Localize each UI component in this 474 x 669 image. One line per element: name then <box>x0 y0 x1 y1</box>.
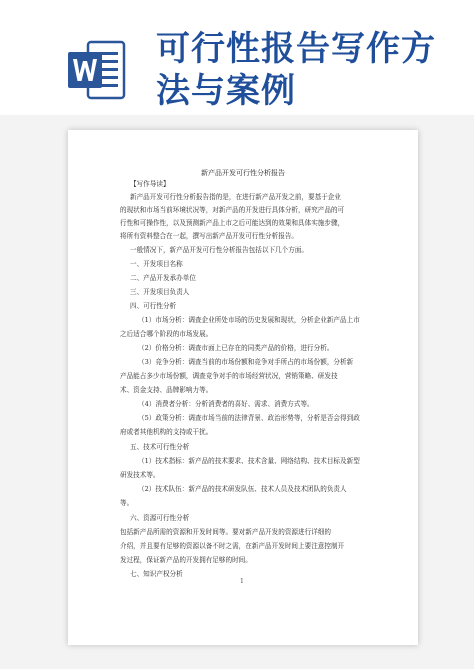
doc-line: 介绍，并且要有足够的资源以备不时之需，在新产品开发时间上要注意控制开 <box>120 542 345 550</box>
headline-line-2: 法与案例 <box>156 71 296 111</box>
doc-line: 二、产品开发承办单位 <box>130 274 196 282</box>
doc-line: 府或者其他机构的支持或干扰。 <box>120 428 213 436</box>
doc-line: （3）竞争分析：调查当前的市场份额和竞争对手所占的市场份额，分析新 <box>138 358 354 366</box>
doc-line: （5）政策分析：调查市场当前的法律背景、政治形势等，分析是否会得到政 <box>138 414 360 422</box>
doc-line: 发过程，保证新产品的开发拥有足够的时间。 <box>120 556 252 564</box>
doc-line: （4）消费者分析：分析消费者的喜好、需求、消费方式等。 <box>138 400 314 408</box>
page-number: 1 <box>240 578 244 585</box>
doc-line: 术、资金支持、品牌影响力等。 <box>120 386 213 394</box>
headline-line-1: 可行性报告写作方 <box>156 29 436 69</box>
word-document-icon <box>66 38 126 102</box>
document-title: 新产品开发可行性分析报告 <box>201 169 285 177</box>
doc-line: 四、可行性分析 <box>130 302 177 310</box>
doc-line: 包括新产品所需的资源和开发时间等。要对新产品开发的资源进行详细的 <box>120 528 331 536</box>
doc-line: 三、开发项目负责人 <box>130 288 190 296</box>
doc-line: 研发技术等。 <box>120 471 160 479</box>
doc-line: 的现状和市场当前环境状况等，对新产品的开发进行具体分析，研究产品的可 <box>120 206 345 214</box>
doc-line: 行性和可操作性，以及预测新产品上市之后可能达到的效果和具体实施步骤， <box>120 219 345 227</box>
doc-line: （2）技术队伍：新产品的技术研发队伍、技术人员及技术团队的负责人 <box>138 485 347 493</box>
doc-line: （1）技术指标：新产品的技术要求、技术含量、网络结构、技术目标及新型 <box>138 457 360 465</box>
doc-line: 新产品开发可行性分析报告指的是，在进行新产品开发之前，要基于企业 <box>130 193 341 201</box>
doc-line: 七、知识产权分析 <box>130 570 183 578</box>
doc-line: 五、技术可行性分析 <box>130 443 190 451</box>
doc-line: 【写作导读】 <box>130 180 170 188</box>
doc-line: 等。 <box>120 499 134 507</box>
doc-line: 将所有资料整合在一起，撰写出新产品开发可行性分析报告。 <box>120 232 299 240</box>
document-page <box>68 130 418 645</box>
doc-line: 产品能占多少市场份额，调查竞争对手的市场经营状况，营销策略、研发技 <box>120 372 338 380</box>
doc-line: 六、资源可行性分析 <box>130 514 190 522</box>
doc-line: 一般情况下，新产品开发可行性分析报告包括以下几个方面。 <box>130 246 309 254</box>
doc-line: （1）市场分析：调查企业所处市场的历史发展和现状，分析企业新产品上市 <box>138 316 360 324</box>
doc-line: 之后适合哪个阶段的市场发展。 <box>120 330 213 338</box>
doc-line: （2）价格分析：调查市面上已存在的同类产品的价格，进行分析。 <box>138 344 334 352</box>
page-headline <box>156 28 456 112</box>
doc-line: 一、开发项目名称 <box>130 260 183 268</box>
